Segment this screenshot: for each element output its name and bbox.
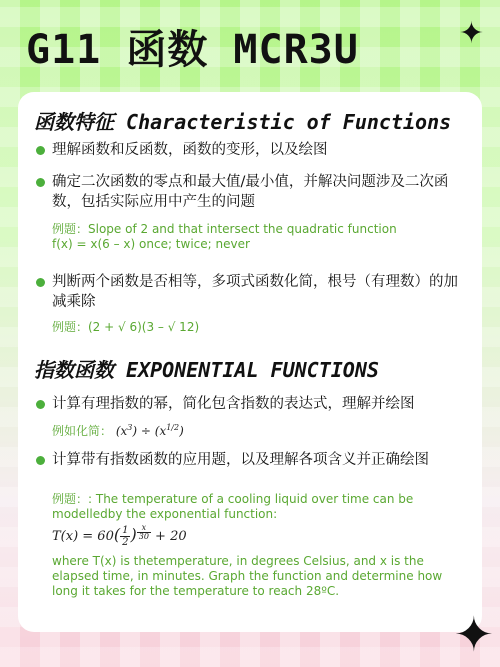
bullet-dot-icon <box>36 146 45 155</box>
section-title-exponential: 指数函数 EXPONENTIAL FUNCTIONS <box>34 358 379 382</box>
page-title: G11 函数 MCR3U <box>26 27 359 73</box>
bullet-dot-icon <box>36 278 45 287</box>
bullet-dot-icon <box>36 178 45 187</box>
list-item: 计算带有指数函数的应用题，以及理解各项含义并正确绘图 <box>38 450 468 470</box>
list-item: 计算有理指数的幂，简化包含指数的表达式，理解并绘图 <box>38 394 468 414</box>
example-text: 例题：(2 + √ 6)(3 – √ 12) <box>52 320 200 334</box>
example-text: 例题：Slope of 2 and that intersect the quadratic function f(x) = x(6 – x) once; twice; never <box>52 222 397 251</box>
bullet-dot-icon <box>36 456 45 465</box>
formula-simplify: $(x^3) \div (x^{1/2})$ <box>115 423 184 438</box>
sparkle-icon: ✦ <box>453 607 494 663</box>
example-text: where T(x) is thetemperature, in degrees Celsius, and x is the elapsed time, in minutes. Graph the function and determine how long it takes for the temperature to reach 28ºC. <box>52 554 443 598</box>
bullet-dot-icon <box>36 400 45 409</box>
section-title-characteristics: 函数特征 Characteristic of Functions <box>34 110 452 134</box>
list-item: 判断两个函数是否相等，多项式函数化简，根号（有理数）的加减乘除 <box>38 272 468 312</box>
example-text: 例如化简： $(x^3) \div (x^{1/2})$ <box>52 423 184 438</box>
list-item: 理解函数和反函数，函数的变形，以及绘图 <box>38 140 468 160</box>
formula-temperature: T(x) = 60( $\frac{1}{2}$ ) $^{\frac{x}{30}}$ + 20 <box>52 523 187 548</box>
sparkle-icon: ✦ <box>458 16 484 51</box>
list-item: 确定二次函数的零点和最大值/最小值，并解决问题涉及二次函数，包括实际应用中产生的问题 <box>38 172 468 212</box>
content-card <box>18 92 482 632</box>
example-text: 例题：: The temperature of a cooling liquid over time can be modelledby the exponential function: <box>52 492 414 521</box>
